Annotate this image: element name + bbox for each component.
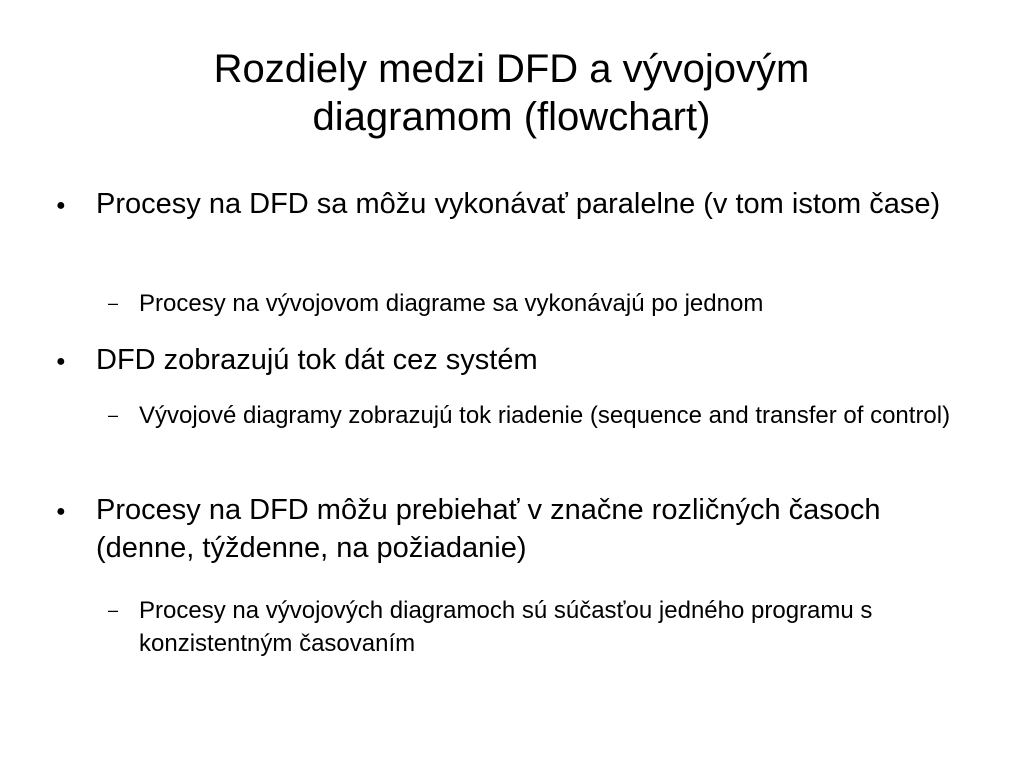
bullet-dot-icon: ● (56, 197, 66, 214)
sub-bullet-item (108, 594, 968, 660)
bullet-text: DFD zobrazujú tok dát cez systém (96, 344, 538, 376)
slide-title (60, 45, 963, 141)
slide-title-line-2: diagramom (flowchart) (312, 95, 711, 139)
slide-title-line-1: Rozdiely medzi DFD a vývojovým (213, 47, 810, 91)
dash-icon: – (108, 293, 119, 313)
sub-bullet-text: Procesy na vývojových diagramoch sú súčasťou jedného programu s konzistentným časovaním (139, 597, 873, 657)
bullet-item (56, 491, 966, 567)
dash-icon: – (108, 600, 119, 620)
bullet-text: Procesy na DFD sa môžu vykonávať paralelne (v tom istom čase) (96, 188, 941, 220)
bullet-item (56, 341, 966, 379)
sub-bullet-item (108, 287, 968, 320)
bullet-text: Procesy na DFD môžu prebiehať v značne rozličných časoch (denne, týždenne, na požiadanie) (96, 494, 881, 564)
bullet-dot-icon: ● (56, 503, 66, 520)
bullet-item (56, 185, 966, 223)
bullet-dot-icon: ● (56, 353, 66, 370)
sub-bullet-text: Vývojové diagramy zobrazujú tok riadenie (sequence and transfer of control) (139, 402, 951, 429)
dash-icon: – (108, 405, 119, 425)
sub-bullet-text: Procesy na vývojovom diagrame sa vykonávajú po jednom (139, 290, 764, 317)
sub-bullet-item (108, 399, 968, 432)
